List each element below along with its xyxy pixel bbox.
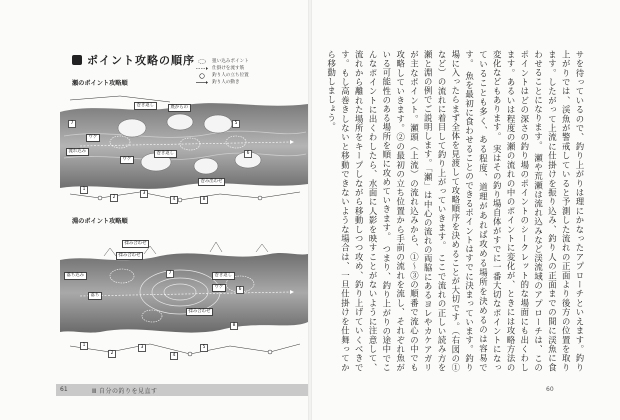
page-title: ポイント攻略の順序 — [87, 54, 195, 67]
figure1-tag: 巻き返し — [154, 150, 177, 158]
step-number: 8 — [230, 322, 238, 330]
figure2-tag: ウケ — [212, 284, 226, 292]
chapter-title: Ⅲ 自分の釣りを見直す — [92, 388, 158, 395]
step-number: 4 — [170, 352, 178, 360]
paragraph: サを待っているので、釣り上がりは理にかなったアプローチといえます。釣り上がりでは、渓魚が警戒していると予測した流れの正面より後方の位置を取ります。したがって上流に仕掛けを振り込み、釣り人の正面までの間に渓魚に食わせることになります。 — [533, 50, 585, 372]
figure1-tag: 流れ込み — [66, 148, 89, 156]
step-number: 4 — [170, 196, 178, 204]
legend-item — [196, 65, 249, 72]
paragraph: 魚を最初に食わせることのできるポイントはすでに決まっています。釣り場に入ったらまず全体を見渡して攻略順序を決めることが大切です。（右図の①など）の流れに着目して釣り上がっていきます。 — [437, 50, 475, 373]
figure2-tag: 落ち込み — [64, 272, 87, 280]
step-number: 5 — [200, 344, 208, 352]
solid-arrow-icon — [196, 80, 208, 85]
right-page-number: 60 — [546, 386, 554, 393]
left-page-number: 61 — [60, 386, 68, 393]
figure2-tag: 揉み合わせ — [116, 252, 143, 260]
step-number: 8 — [200, 196, 208, 204]
legend-label: 仕掛けを流す筋 — [212, 66, 245, 71]
circle-icon — [196, 73, 208, 78]
legend-item — [196, 72, 249, 79]
step-number: 1 — [80, 342, 88, 350]
legend-label: 釣り人の動き — [212, 80, 240, 85]
figure1-tag: 巻み出わせ — [198, 178, 225, 186]
legend-item — [196, 58, 249, 65]
figure-legend — [196, 58, 249, 86]
step-number: 3 — [138, 344, 146, 352]
figure2-tag: 揉み合わせ — [186, 308, 213, 316]
paragraph: つまり、釣り上がりの途中でこんなポイントに出くわしたら、水面に人影を映すことがないように注意して、流れから離れた場所をキープしながら移動しつつ攻め、釣り上げていくべきです。もし高巻きしないと移動できないような場合は、一旦仕掛けを仕舞ってから移動しましょう。 — [326, 50, 392, 372]
step-number: 3 — [140, 190, 148, 198]
step-number: 5 — [232, 120, 240, 128]
legend-label: 釣り人の立ち位置 — [212, 73, 249, 78]
book-gutter — [308, 0, 312, 420]
step-number: 2 — [108, 350, 116, 358]
figure2-label: 淵のポイント攻略順 — [72, 218, 128, 225]
dotted-circle-icon — [196, 59, 208, 64]
paragraph: ここで流れの正しい読み方を瀬と淵の例でご説明します。「瀬」は中心の流れの両脇にあるヨレやカケアガリが主なポイント。瀬頭（上流）の流れ込みから、①〜③の順番で流心の中でも攻略していきます。②の最初の立ち位置から手前の流れを流し、それぞれ魚がいる可能性のある場所を順に攻めていきます。 — [381, 50, 448, 373]
square-bullet-icon — [72, 55, 82, 65]
figure1-tag: ウケ — [120, 156, 134, 164]
legend-label: 狙い込みポイント — [212, 59, 249, 64]
figure1-tag: 底からの — [168, 104, 191, 112]
step-number: 7 — [166, 270, 174, 278]
paragraph: 実はその釣り場自体がすでに一番大切なポイントになっていることも多く、ある程度、道理があれば攻める場所を決めるのは容易です。 — [464, 50, 503, 373]
step-number: 6 — [244, 150, 252, 158]
figure2-tag: 落ち — [88, 292, 102, 300]
step-number: 7 — [68, 120, 76, 128]
figure1-label: 瀬のポイント攻略順 — [72, 80, 128, 87]
figure2-tag: 巻き返し — [212, 272, 235, 280]
section-header — [72, 52, 195, 68]
figure1-tag: ウケ — [86, 134, 100, 142]
figure1-tag: 巻き返し — [134, 102, 157, 110]
step-number: 1 — [80, 186, 88, 194]
paragraph: 瀬や荒瀬は流れ込みなど渓流域のアプローチは、このポイントはどの深さの釣り場のポイントのシークレット的な場面にも出くわします。あるいは程度の瀬の流れの中のポイントに変化が、ときには攻略方法の変化などもあります。 — [492, 50, 544, 373]
figure2-tag: 揉み合わせ — [122, 240, 149, 248]
body-text — [322, 50, 586, 372]
legend-item — [196, 79, 249, 86]
step-number: 2 — [110, 194, 118, 202]
dashed-arrow-icon — [196, 66, 208, 71]
step-number: 6 — [236, 286, 244, 294]
